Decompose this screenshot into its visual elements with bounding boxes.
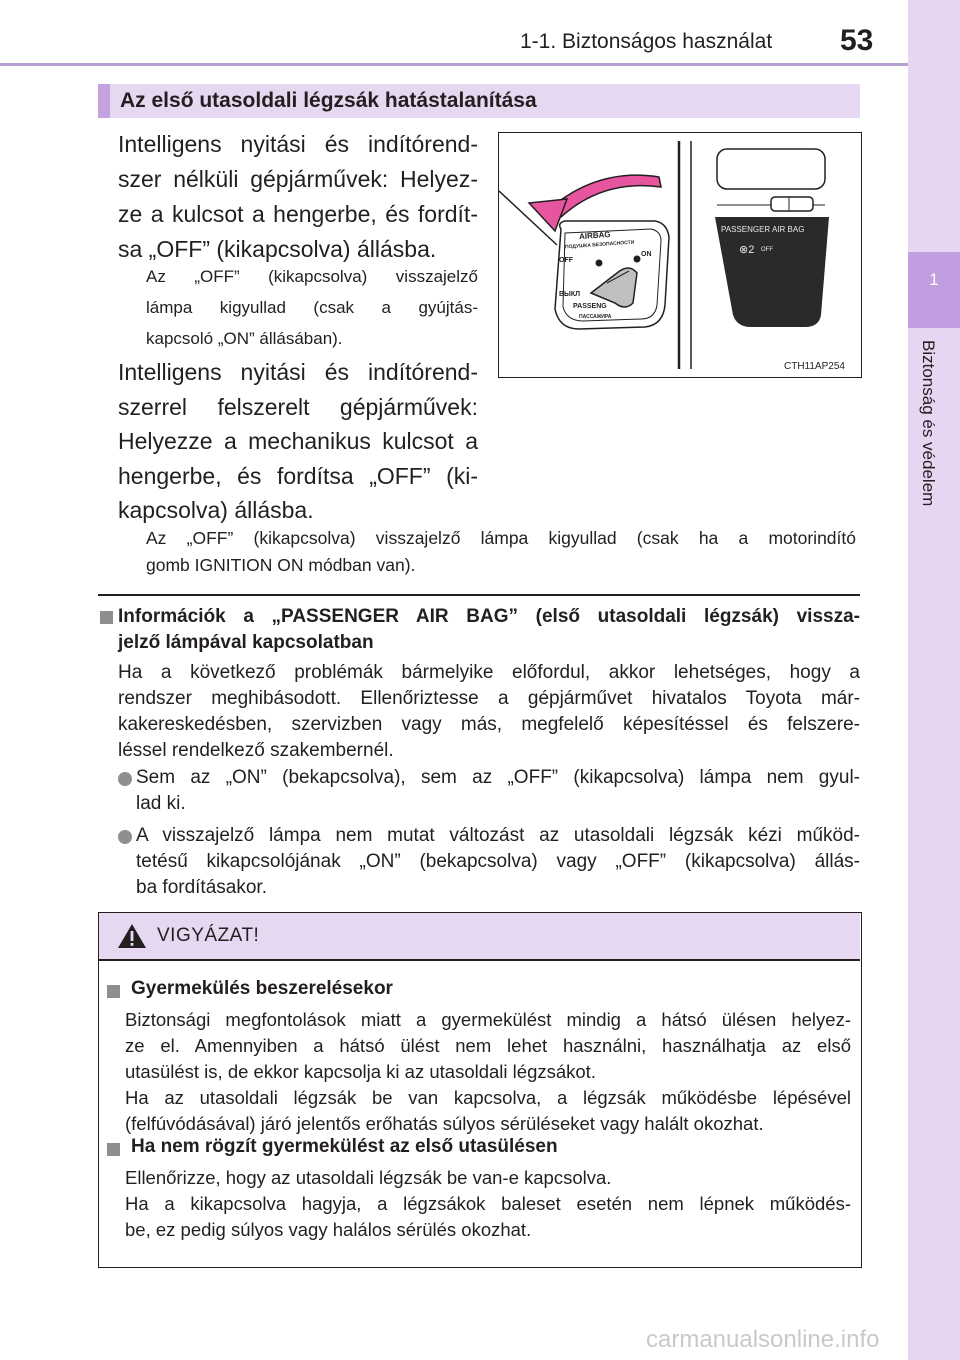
text-line: utasülést is, de ekkor kapcsolja ki az utasoldali légzsákot. <box>125 1061 596 1082</box>
figure-code: CTH11AP254 <box>784 361 845 372</box>
text-line: léssel rendelkező szakembernél. <box>118 740 394 761</box>
warning-bullet-square <box>107 1143 120 1156</box>
text-line: Ha a következő problémák bármelyike előfordul, akkor lehetséges, hogy a <box>118 662 860 683</box>
text-line: Az „OFF” (kikapcsolva) visszajelző <box>146 267 478 286</box>
warning-item1-title: Gyermekülés beszerelésekor <box>131 978 393 999</box>
text-line: (felfúvódásával) járó jelentős erőhatás súlyos sérüléseket vagy halált okozhat. <box>125 1113 764 1134</box>
switch-label-passeng: PASSENG <box>573 303 607 310</box>
text-line: lad ki. <box>136 793 186 814</box>
warning-item1-text <box>125 1007 851 1137</box>
text-line: Intelligens nyitási és indítórend- <box>118 359 478 385</box>
warning-header <box>99 913 860 959</box>
step-no-smart-key <box>118 127 478 267</box>
text-line: Az „OFF” (kikapcsolva) visszajelző lámpa kigyullad (csak ha a motorindító <box>146 528 856 548</box>
text-line: szerrel felszerelt gépjárművek: <box>118 393 478 420</box>
step-smart-key <box>118 355 478 528</box>
step-no-smart-key-note <box>146 261 478 354</box>
text-line: ze a kulcsot a hengerbe, és fordít- <box>118 201 478 227</box>
info-bullet-square <box>100 611 113 624</box>
side-tab-chapter-label <box>918 340 950 720</box>
text-line: lámpa kigyullad (csak a gyújtás- <box>146 298 478 317</box>
text-line: szer nélküli gépjárművek: Helyez- <box>118 166 478 192</box>
switch-label-airbag-ru: ПОДУШКА БЕЗОПАСНОСТИ <box>564 239 635 251</box>
info-title <box>118 604 860 656</box>
page-number: 53 <box>840 24 874 57</box>
text-line: ze el. Amennyiben a hátsó ülést nem lehet használni, használhatja az első <box>125 1035 851 1056</box>
text-line: Ha az utasoldali légzsák be van kapcsolva, a légzsák működésbe lépésével <box>125 1087 851 1108</box>
indicator-panel-label: PASSENGER AIR BAG <box>721 225 805 234</box>
text-line: be, ez pedig súlyos vagy halálos sérülés okozhat. <box>125 1219 532 1240</box>
warning-item2-title: Ha nem rögzít gyermekülést az első utasülésen <box>131 1136 558 1157</box>
warning-item2-text <box>125 1165 851 1243</box>
text-line: jelző lámpával kapcsolatban <box>118 632 374 653</box>
section-rule <box>98 594 860 596</box>
text-line: kakereskedésben, szervizben vagy más, megfelelő képesítéssel és felszere- <box>118 714 860 735</box>
info-intro <box>118 660 860 764</box>
header-rule <box>0 63 908 66</box>
text-line: Ellenőrizze, hogy az utasoldali légzsák be van-e kapcsolva. <box>125 1167 612 1188</box>
step-smart-key-note <box>146 525 856 579</box>
info-bullet-dot <box>118 830 132 844</box>
airbag-switch-illustration <box>499 133 860 376</box>
text-line: Biztonsági megfontolások miatt a gyermekülést mindig a hátsó ülésen helyez- <box>125 1009 851 1030</box>
warning-title: VIGYÁZAT! <box>157 925 260 946</box>
switch-label-airbag: AIRBAG <box>578 229 611 242</box>
info-bullet-2 <box>136 823 860 901</box>
warning-box <box>98 912 862 1268</box>
side-tab-chapter-number[interactable]: 1 <box>908 252 960 328</box>
warning-bullet-square <box>107 985 120 998</box>
text-line: kapcsoló „ON” állásában). <box>146 329 343 348</box>
info-bullet-1 <box>136 765 860 817</box>
text-line: Intelligens nyitási és indítórend- <box>118 131 478 157</box>
warning-header-rule <box>99 959 860 961</box>
text-line: sa „OFF” (kikapcsolva) állásba. <box>118 236 437 262</box>
text-line: hengerbe, és fordítsa „OFF” (ki- <box>118 462 478 489</box>
text-line: Sem az „ON” (bekapcsolva), sem az „OFF” (kikapcsolva) lámpa nem gyul- <box>136 767 860 788</box>
switch-label-passeng-ru: ПАССАЖИРА <box>579 314 612 320</box>
airbag-off-indicator-icon: ⊗2 <box>739 244 755 256</box>
text-line: A visszajelző lámpa nem mutat változást az utasoldali légzsák kézi működ- <box>136 825 860 846</box>
switch-label-off: OFF <box>559 257 573 264</box>
text-line: Ha a kikapcsolva hagyja, a légzsákok baleset esetén nem lépnek működés- <box>125 1193 851 1214</box>
text-line: rendszer meghibásodott. Ellenőriztesse a gépjárművet hivatalos Toyota már- <box>118 688 860 709</box>
indicator-off-label: OFF <box>761 247 773 253</box>
section-heading-text: Az első utasoldali légzsák hatástalanítása <box>120 89 537 112</box>
watermark: carmanualsonline.info <box>646 1326 880 1353</box>
warning-triangle-icon <box>117 923 147 949</box>
text-line: Információk a „PASSENGER AIR BAG” (első utasoldali légzsák) vissza- <box>118 606 860 627</box>
info-bullet-dot <box>118 772 132 786</box>
section-heading <box>98 84 860 118</box>
text-line: gomb IGNITION ON módban van). <box>146 555 416 575</box>
switch-label-on: ON <box>641 251 652 258</box>
text-line: kapcsolva) állásba. <box>118 497 314 523</box>
switch-label-off-ru: ВЫКЛ <box>559 291 581 298</box>
text-line: tetésű kikapcsolójának „ON” (bekapcsolva) vagy „OFF” (kikapcsolva) állás- <box>136 851 860 872</box>
running-header-section: 1-1. Biztonságos használat <box>520 30 773 53</box>
text-line: ba fordításakor. <box>136 877 267 898</box>
airbag-switch-figure <box>498 132 862 378</box>
text-line: Helyezze a mechanikus kulcsot a <box>118 428 478 454</box>
side-tab-chapter-label-text: Biztonság és védelem <box>919 340 938 507</box>
